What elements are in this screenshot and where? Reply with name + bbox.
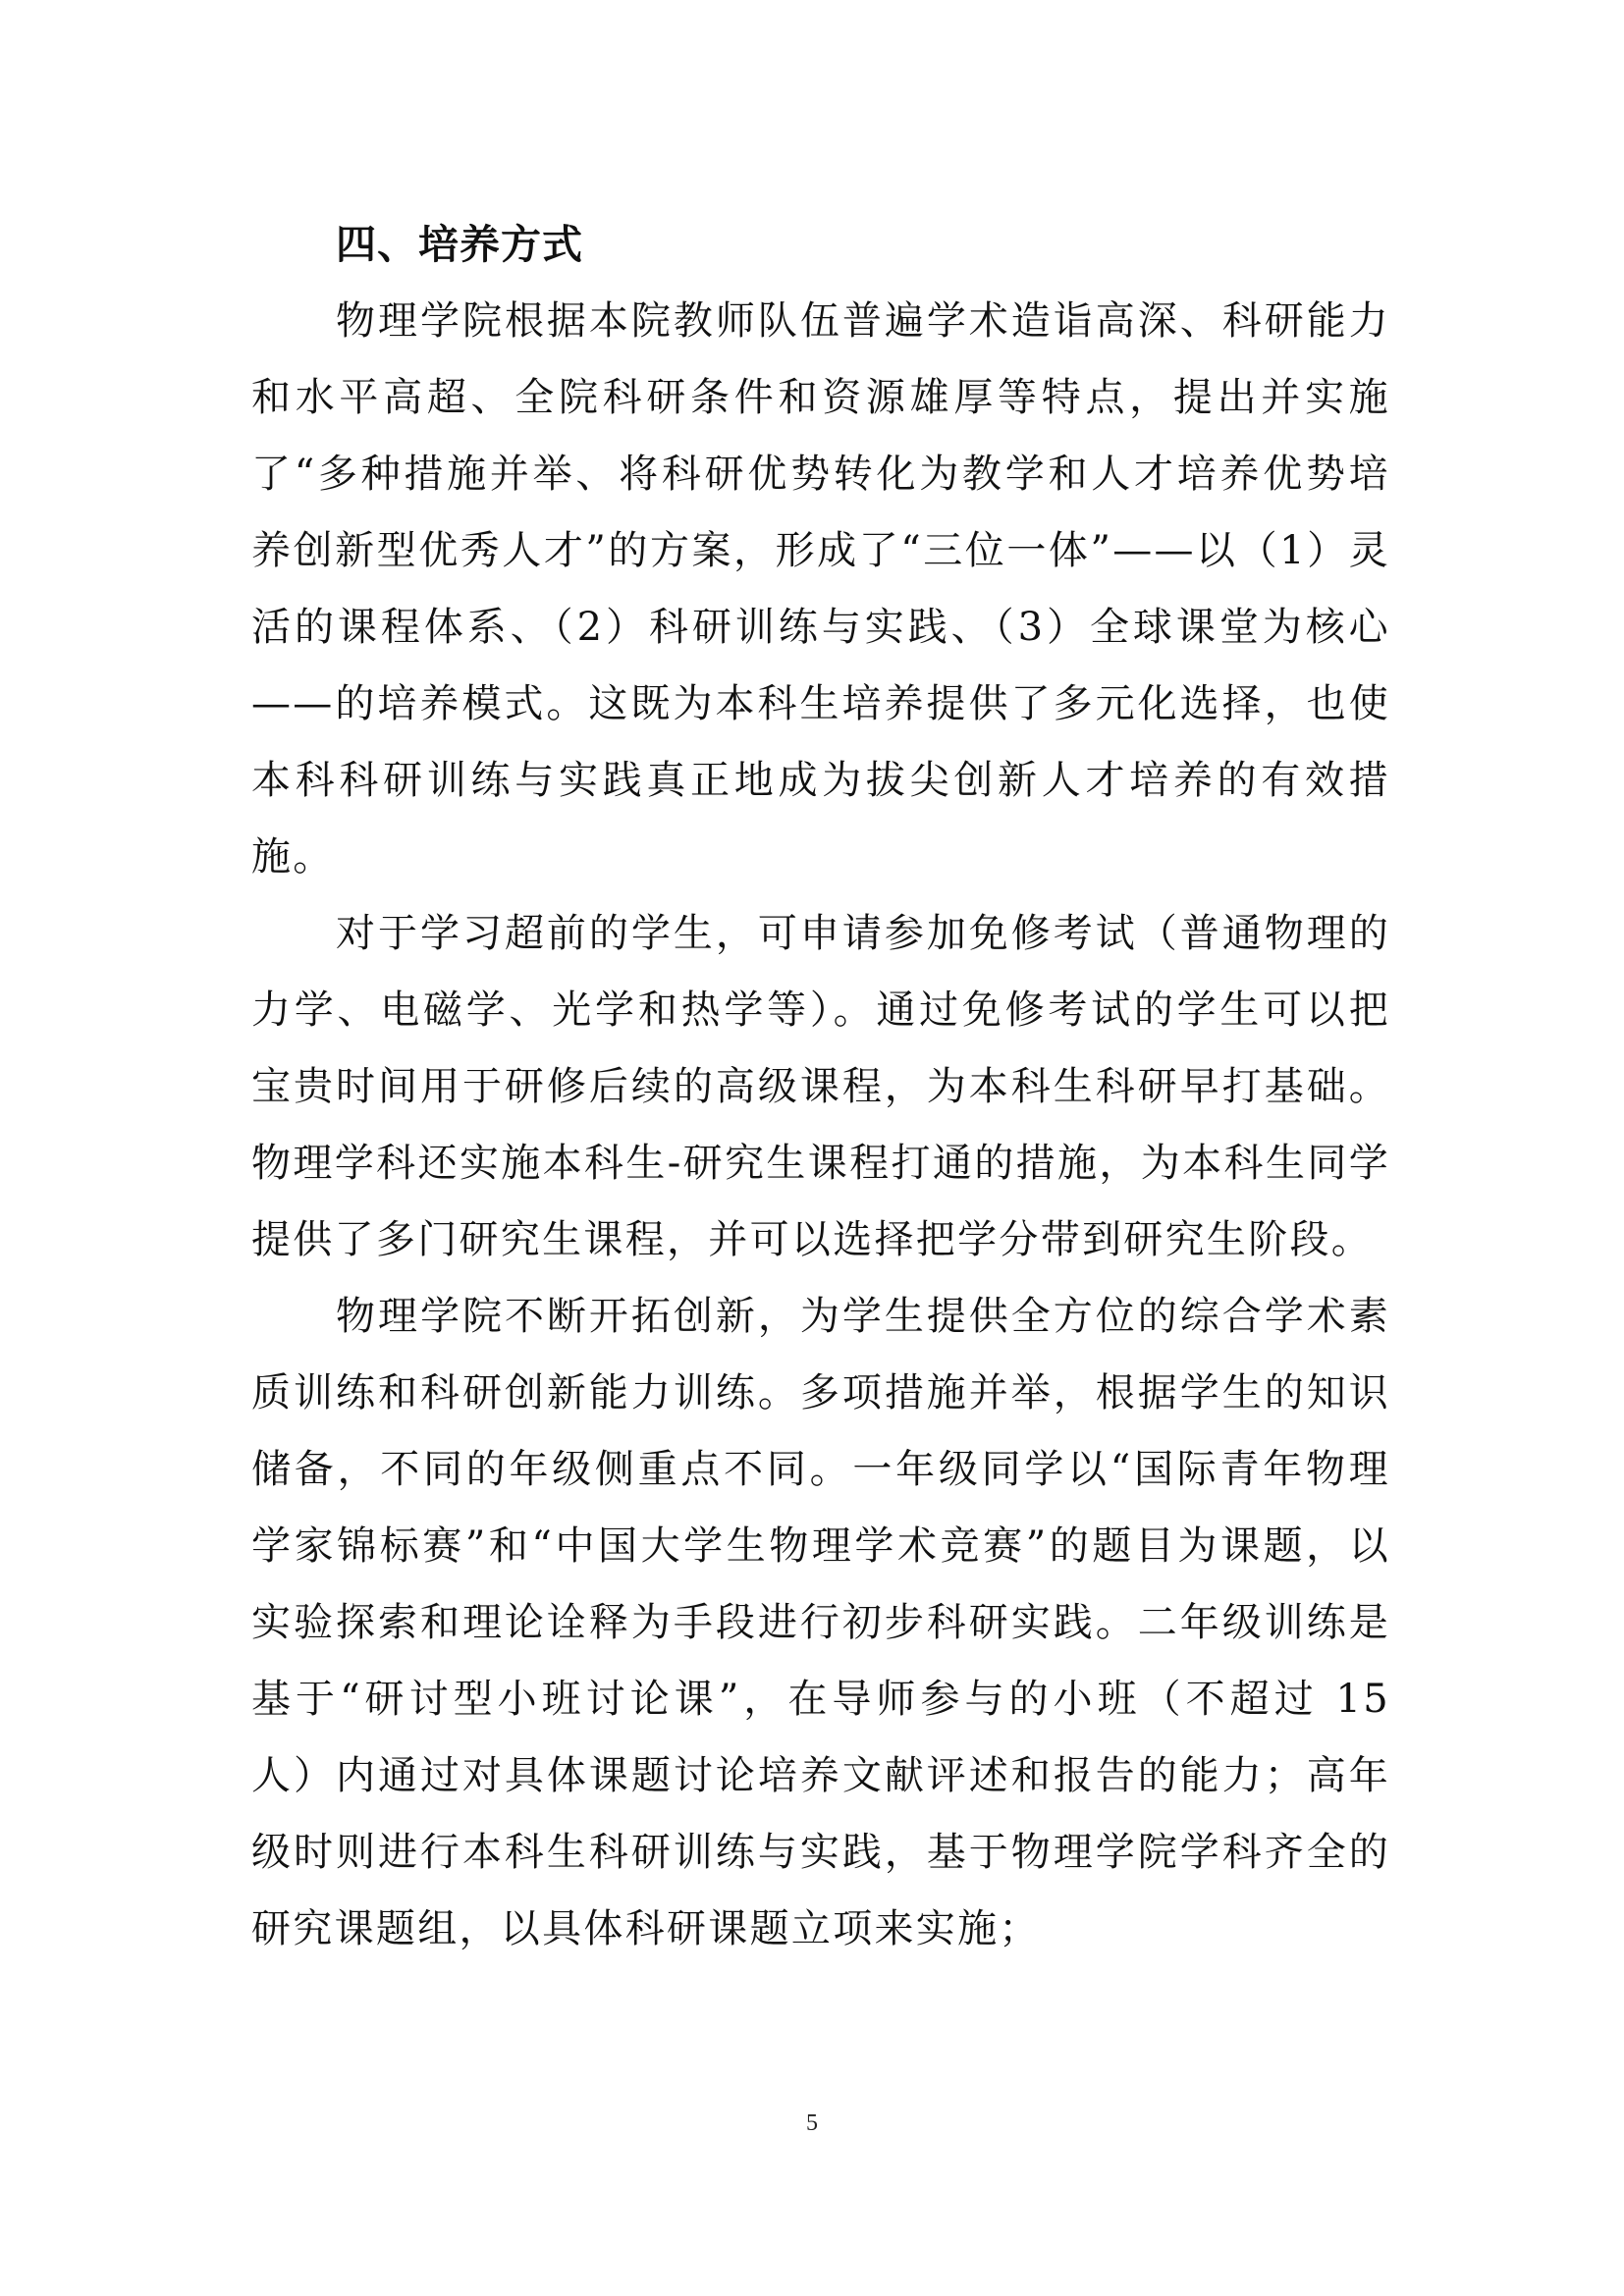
section-heading: 四、培养方式: [336, 221, 583, 268]
paragraph-training-model: 物理学院根据本院教师队伍普遍学术造诣高深、科研能力和水平高超、全院科研条件和资源雄厚等特点，提出并实施了“多种措施并举、将科研优势转化为教学和人才培养优势培养创新型优秀人才”的方案，形成了“三位一体”——以（1）灵活的课程体系、（2）科研训练与实践、（3）全球课堂为核心——的培养模式。这既为本科生培养提供了多元化选择，也使本科科研训练与实践真正地成为拔尖创新人才培养的有效措施。: [251, 298, 1390, 880]
paragraph-exemption-exam: 对于学习超前的学生，可申请参加免修考试（普通物理的力学、电磁学、光学和热学等）。通过免修考试的学生可以把宝贵时间用于研修后续的高级课程，为本科生科研早打基础。物理学科还实施本科生-研究生课程打通的措施，为本科生同学提供了多门研究生课程，并可以选择把学分带到研究生阶段。: [251, 911, 1390, 1262]
page-number: 5: [806, 2110, 818, 2136]
document-body: [251, 206, 1390, 1967]
paragraph-research-training: 物理学院不断开拓创新，为学生提供全方位的综合学术素质训练和科研创新能力训练。多项措施并举，根据学生的知识储备，不同的年级侧重点不同。一年级同学以“国际青年物理学家锦标赛”和“中国大学生物理学术竞赛”的题目为课题，以实验探索和理论诠释为手段进行初步科研实践。二年级训练是基于“研讨型小班讨论课”，在导师参与的小班（不超过 15 人）内通过对具体课题讨论培养文献评述和报告的能力；高年级时则进行本科生科研训练与实践，基于物理学院学科齐全的研究课题组，以具体科研课题立项来实施；: [251, 1294, 1390, 1951]
